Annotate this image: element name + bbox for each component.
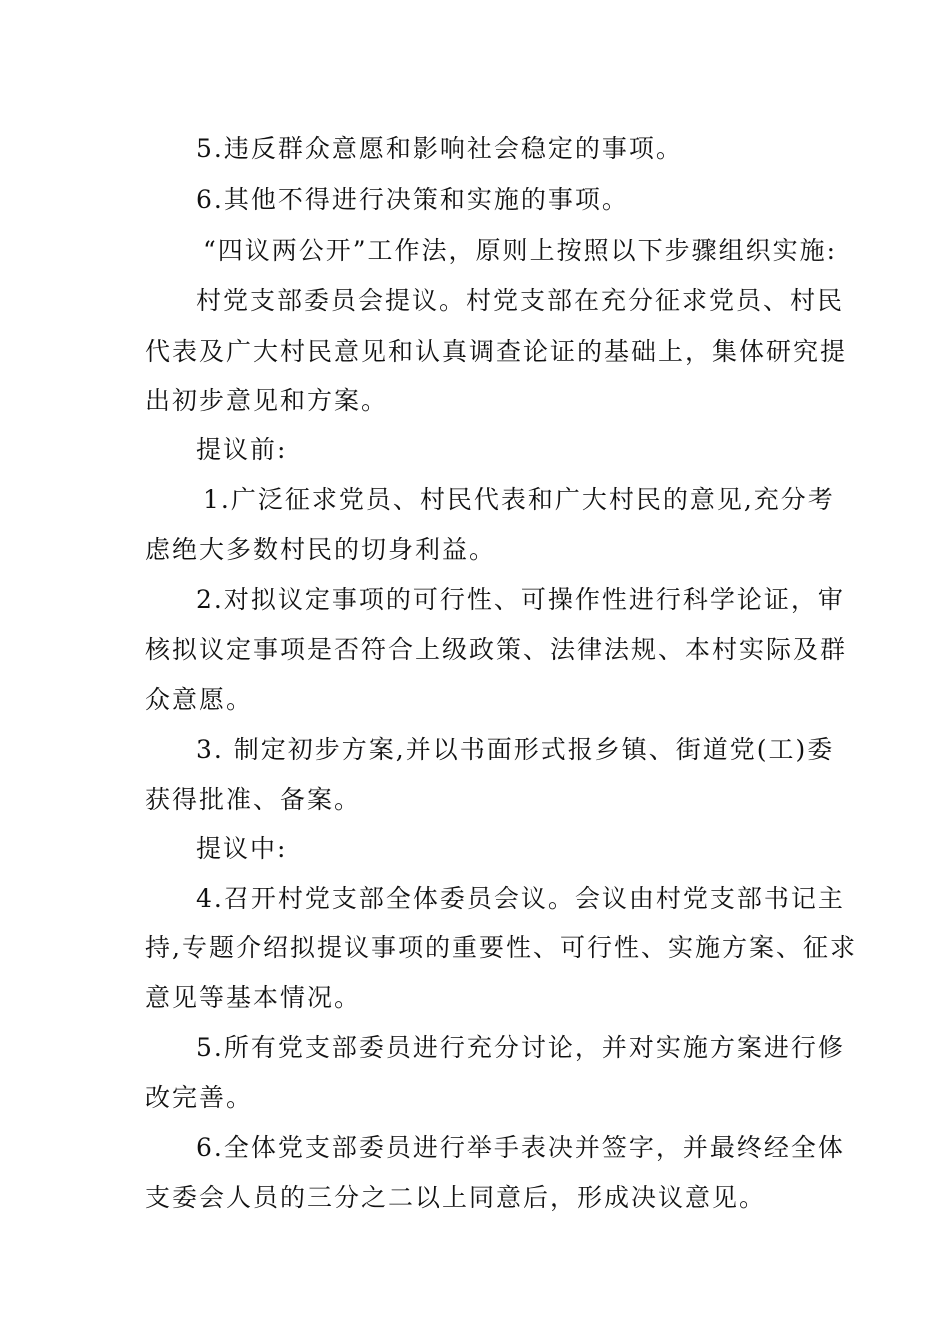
text-line: 1.广泛征求党员、村民代表和广大村民的意见,充分考 [203,485,835,514]
text-line: 支委会人员的三分之二以上同意后，形成决议意见。 [145,1183,767,1212]
text-line: 虑绝大多数村民的切身利益。 [145,535,497,564]
text-line: 获得批准、备案。 [145,785,362,814]
text-line: 代表及广大村民意见和认真调查论证的基础上，集体研究提 [145,337,848,366]
text-line: 6.其他不得进行决策和实施的事项。 [196,185,629,214]
text-line: 改完善。 [145,1083,254,1112]
text-line: 核拟议定事项是否符合上级政策、法律法规、本村实际及群 [145,635,848,664]
text-line: 持,专题介绍拟提议事项的重要性、可行性、实施方案、征求 [145,933,857,962]
text-line: 5.违反群众意愿和影响社会稳定的事项。 [196,134,683,163]
text-line: 6.全体党支部委员进行举手表决并签字，并最终经全体 [196,1133,845,1162]
section-heading: 提议中: [196,834,288,863]
text-line: 2.对拟议定事项的可行性、可操作性进行科学论证，审 [196,585,845,614]
text-line: 村党支部委员会提议。村党支部在充分征求党员、村民 [196,286,845,315]
text-line: 5.所有党支部委员进行充分讨论，并对实施方案进行修 [196,1033,845,1062]
text-line: 众意愿。 [145,685,254,714]
text-line: 意见等基本情况。 [145,983,362,1012]
text-line: 出初步意见和方案。 [145,386,389,415]
text-line: 3. 制定初步方案,并以书面形式报乡镇、街道党(工)委 [196,735,835,764]
text-line: “四议两公开”工作法，原则上按照以下步骤组织实施: [203,236,837,265]
text-line: 4.召开村党支部全体委员会议。会议由村党支部书记主 [196,884,845,913]
section-heading: 提议前: [196,435,288,464]
